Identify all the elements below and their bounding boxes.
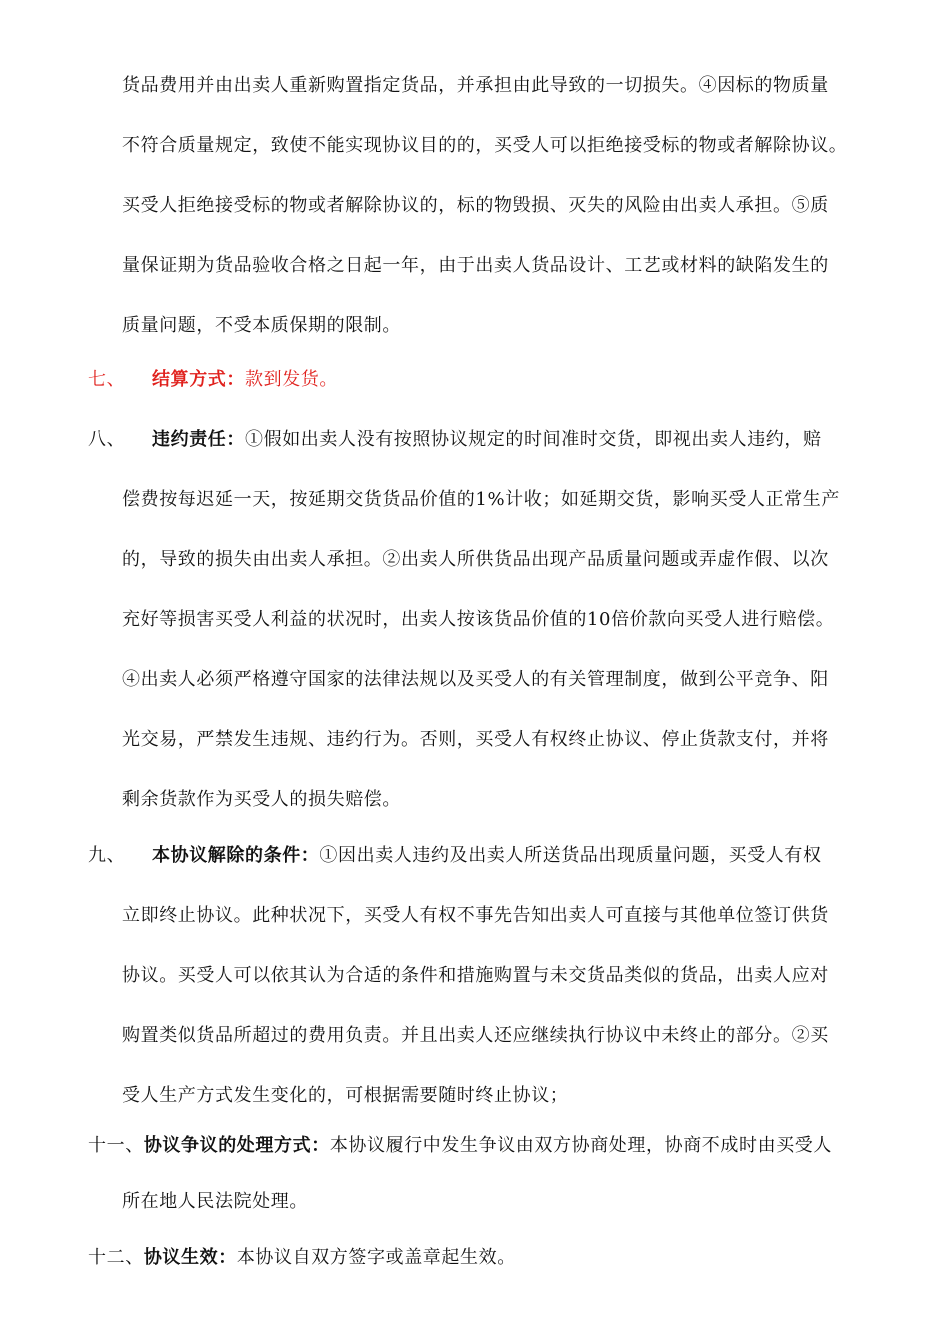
paragraph-line: 的，导致的损失由出卖人承担。②出卖人所供货品出现产品质量问题或弄虚作假、以次 (122, 549, 829, 570)
section-heading-row (152, 428, 822, 452)
section-title: 本协议解除的条件： (152, 845, 320, 866)
paragraph-line: 货品费用并由出卖人重新购置指定货品，并承担由此导致的一切损失。④因标的物质量 (122, 75, 829, 96)
section-text: ①因出卖人违约及出卖人所送货品出现质量问题，买受人有权 (319, 845, 822, 866)
paragraph-line: 充好等损害买受人利益的状况时，出卖人按该货品价值的10倍价款向买受人进行赔偿。 (122, 609, 835, 630)
section-text: 本协议自双方签字或盖章起生效。 (236, 1247, 516, 1268)
section-text: 款到发货。 (245, 369, 338, 390)
paragraph-line: 受人生产方式发生变化的，可根据需要随时终止协议； (122, 1085, 569, 1106)
section-heading-row (88, 1246, 516, 1270)
section-text: 本协议履行中发生争议由双方协商处理，协商不成时由买受人 (329, 1135, 833, 1156)
paragraph-line: ④出卖人必须严格遵守国家的法律法规以及买受人的有关管理制度，做到公平竞争、阳 (122, 669, 829, 690)
paragraph-line: 偿费按每迟延一天，按延期交货货品价值的1%计收；如延期交货，影响买受人正常生产 (122, 489, 840, 510)
paragraph-line: 剩余货款作为买受人的损失赔偿。 (122, 789, 401, 810)
section-number: 九、 (88, 845, 126, 866)
section-number: 七、 (88, 369, 126, 390)
paragraph-line: 光交易，严禁发生违规、违约行为。否则，买受人有权终止协议、停止货款支付，并将 (122, 729, 829, 750)
section-title: 协议争议的处理方式： (143, 1135, 330, 1156)
section-number: 八、 (88, 429, 126, 450)
paragraph-line: 质量问题，不受本质保期的限制。 (122, 315, 401, 336)
section-title: 违约责任： (152, 429, 245, 450)
paragraph-line: 协议。买受人可以依其认为合适的条件和措施购置与未交货品类似的货品，出卖人应对 (122, 965, 829, 986)
paragraph-line: 买受人拒绝接受标的物或者解除协议的，标的物毁损、灭失的风险由出卖人承担。⑤质 (122, 195, 829, 216)
paragraph-line: 不符合质量规定，致使不能实现协议目的的，买受人可以拒绝接受标的物或者解除协议。 (122, 135, 848, 156)
paragraph-line: 量保证期为货品验收合格之日起一年，由于出卖人货品设计、工艺或材料的缺陷发生的 (122, 255, 829, 276)
paragraph-line: 所在地人民法院处理。 (122, 1191, 308, 1212)
section-title: 结算方式： (152, 369, 245, 390)
section-heading-row (152, 844, 822, 868)
section-heading-row (88, 1134, 832, 1158)
section-title: 协议生效： (143, 1247, 237, 1268)
section-text: ①假如出卖人没有按照协议规定的时间准时交货，即视出卖人违约，赔 (245, 429, 822, 450)
section-heading-row (152, 368, 338, 392)
paragraph-line: 立即终止协议。此种状况下，买受人有权不事先告知出卖人可直接与其他单位签订供货 (122, 905, 829, 926)
section-number: 十二、 (88, 1247, 144, 1268)
paragraph-line: 购置类似货品所超过的费用负责。并且出卖人还应继续执行协议中未终止的部分。②买 (122, 1025, 829, 1046)
section-number: 十一、 (88, 1135, 144, 1156)
